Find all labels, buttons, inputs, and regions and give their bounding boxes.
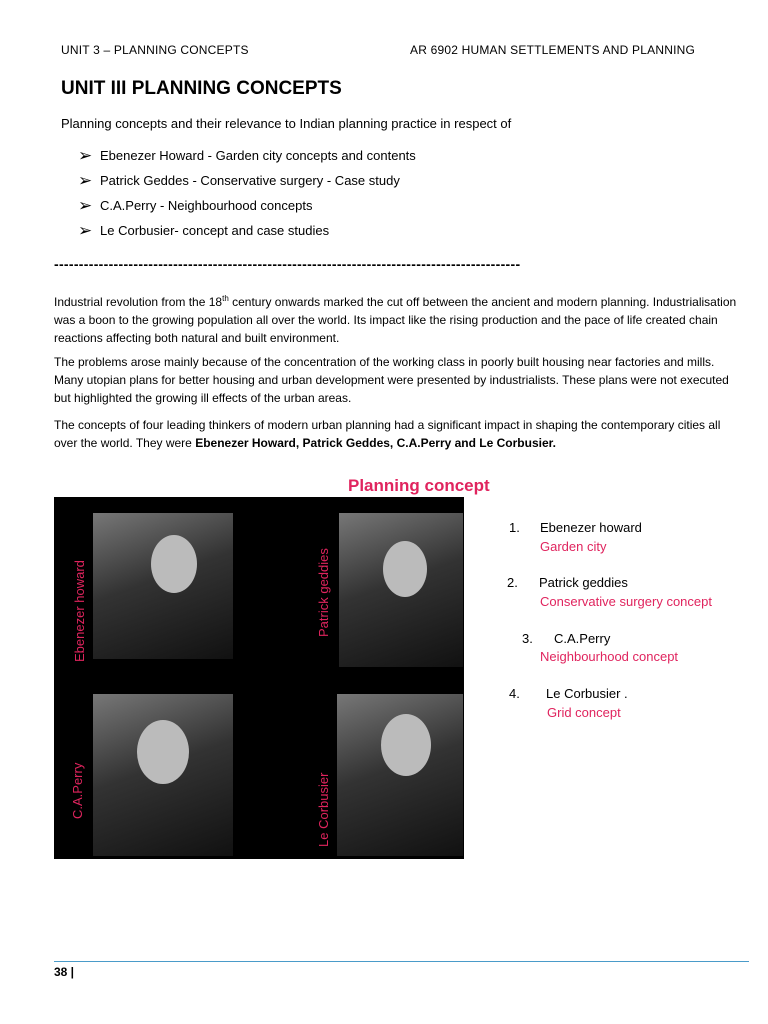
list-item: ➢ Patrick Geddes - Conservative surgery - Case study [78, 170, 400, 190]
arrow-bullet-icon: ➢ [78, 170, 93, 190]
arrow-bullet-icon: ➢ [78, 220, 93, 240]
thinker-list: 1. Ebenezer howard Garden city 2. Patrick geddies Conservative surgery concept 3. C.A.Perry Neighbourhood concept 4. Le Corbusier . Grid concept [507, 520, 712, 720]
page-title: UNIT III PLANNING CONCEPTS [61, 78, 342, 99]
photo-label-howard: Ebenezer howard [72, 560, 87, 662]
portrait-photo-geddes [339, 513, 463, 667]
header-right: AR 6902 HUMAN SETTLEMENTS AND PLANNING [410, 43, 696, 57]
photo-label-corbusier: Le Corbusier [316, 772, 331, 847]
portrait-photo-corbusier [337, 694, 463, 856]
intro-text: Planning concepts and their relevance to Indian planning practice in respect of [61, 116, 512, 131]
arrow-bullet-icon: ➢ [78, 145, 93, 165]
list-item: ➢ Le Corbusier- concept and case studies [78, 220, 330, 240]
paragraph-2: The problems arose mainly because of the concentration of the working class in poorly built housing near factories and mills. Many utopian plans for better housing and urban development were presented by industrialists. These plans were not executed but highlighted the growing ill effects of the urban areas. [54, 355, 729, 405]
list-item: ➢ C.A.Perry - Neighbourhood concepts [78, 195, 313, 215]
arrow-bullet-icon: ➢ [78, 195, 93, 215]
bullet-list [78, 143, 416, 243]
figure-title: Planning concept [348, 476, 490, 495]
dashed-divider: ---------------------------------------------------------------------------------------------- [54, 256, 521, 272]
portrait-photo-perry [93, 694, 233, 856]
portrait-photo-howard [93, 513, 233, 659]
paragraph-1: Industrial revolution from the 18th century onwards marked the cut off between the ancient and modern planning. Industrialisation was a boon to the growing population all over the world. Its impact like the rising production and the pace of life created chain reactions affecting both natural and built environment. [54, 294, 737, 345]
header-left: UNIT 3 – PLANNING CONCEPTS [61, 43, 249, 57]
page-number: 38 | [54, 965, 75, 979]
list-item: ➢ Ebenezer Howard - Garden city concepts and contents [78, 145, 416, 165]
footer-rule [54, 961, 749, 962]
photo-label-perry: C.A.Perry [70, 762, 85, 819]
portrait-panel [54, 497, 464, 859]
photo-label-geddes: Patrick geddies [316, 548, 331, 637]
paragraph-3: The concepts of four leading thinkers of modern urban planning had a significant impact in shaping the contemporary cities all over the world. They were Ebenezer Howard, Patrick Geddes, C.A.Perry and Le Corbusier. [54, 418, 721, 450]
